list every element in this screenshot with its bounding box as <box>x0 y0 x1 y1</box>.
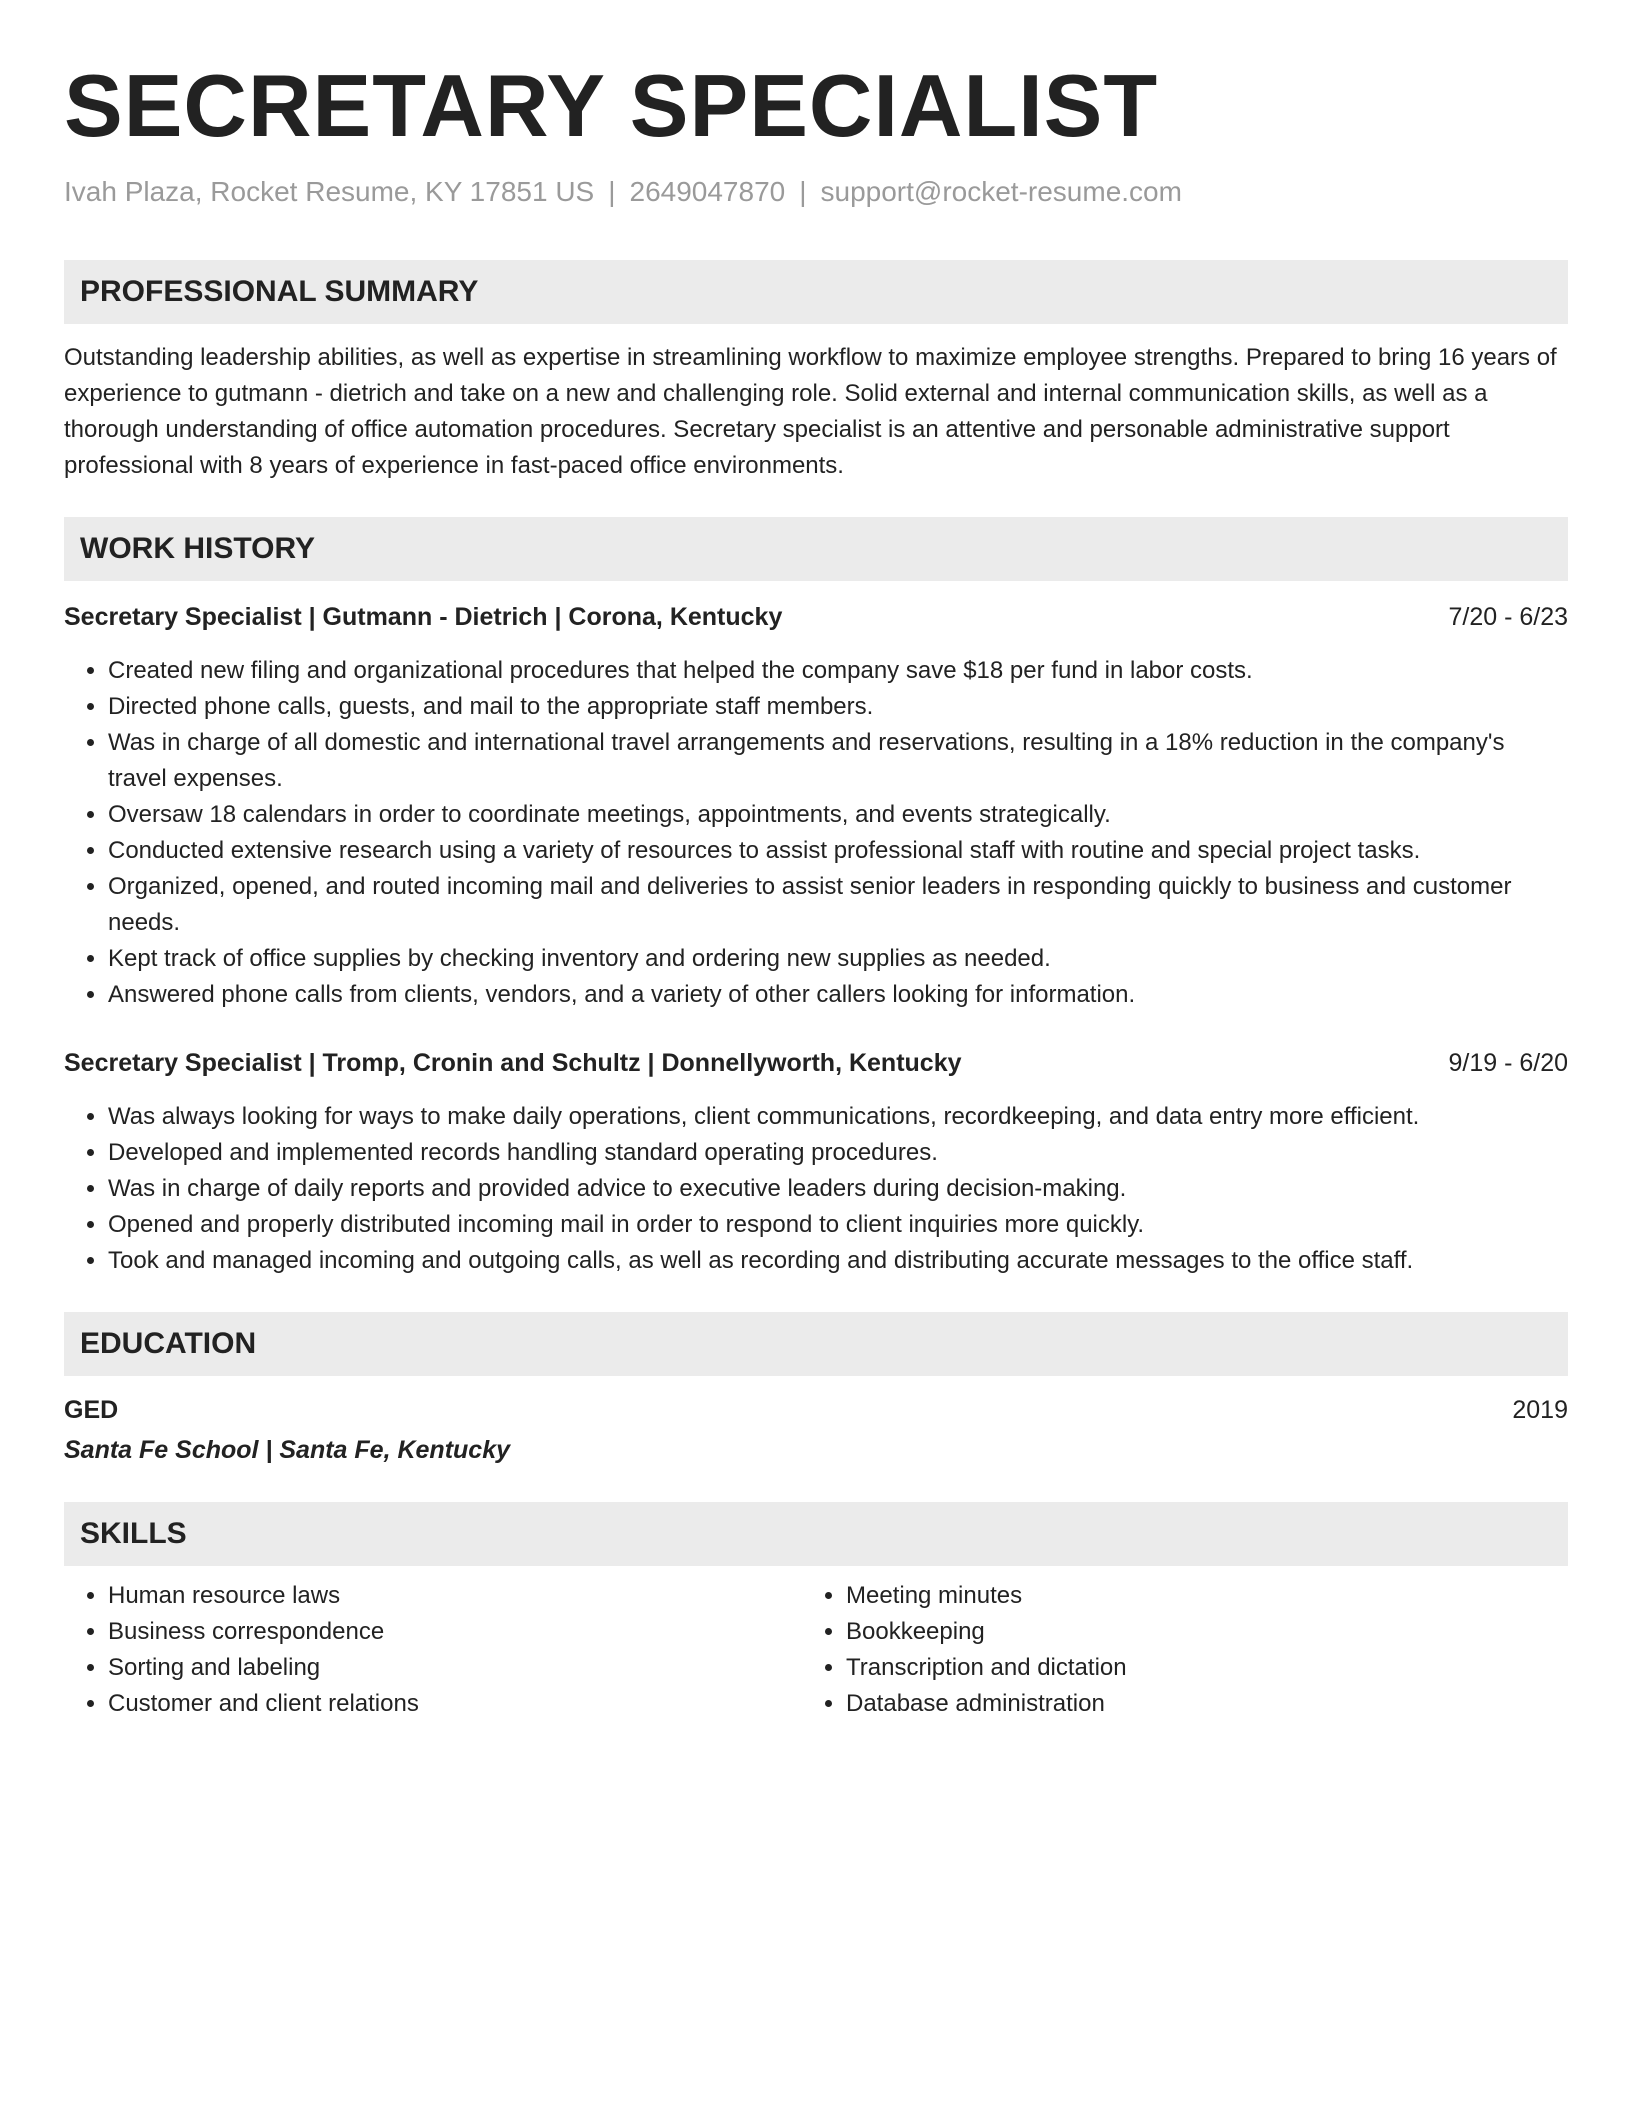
job-bullet: • Organized, opened, and routed incoming mail and deliveries to assist senior leaders in responding quickly to business and customer needs. <box>108 869 1568 941</box>
education-entry <box>64 1392 1568 1428</box>
job-dates: 7/20 - 6/23 <box>1448 603 1568 631</box>
skill-item: • Database administration <box>846 1686 1540 1722</box>
job-bullet: • Directed phone calls, guests, and mail to the appropriate staff members. <box>108 689 1568 725</box>
job-bullet: • Was always looking for ways to make daily operations, client communications, recordkeeping, and data entry more efficient. <box>108 1099 1568 1135</box>
job-header <box>64 1045 1568 1081</box>
contact-separator: | <box>799 176 807 207</box>
contact-phone: 2649047870 <box>629 176 786 207</box>
contact-email: support@rocket-resume.com <box>820 176 1182 207</box>
job-header <box>64 599 1568 635</box>
job-entry <box>64 1045 1568 1279</box>
skill-item: • Sorting and labeling <box>108 1650 802 1686</box>
contact-address: Ivah Plaza, Rocket Resume, KY 17851 US <box>64 176 595 207</box>
job-bullets <box>64 653 1568 1013</box>
contact-line <box>64 174 1568 210</box>
summary-heading: PROFESSIONAL SUMMARY <box>64 260 1568 324</box>
job-bullet: • Answered phone calls from clients, vendors, and a variety of other callers looking for information. <box>108 977 1568 1013</box>
job-entry <box>64 599 1568 1013</box>
education-school: Santa Fe School | Santa Fe, Kentucky <box>64 1436 510 1464</box>
job-dates: 9/19 - 6/20 <box>1448 1049 1568 1077</box>
job-bullets <box>64 1099 1568 1279</box>
job-bullet: • Was in charge of all domestic and international travel arrangements and reservations, resulting in a 18% reduction in the company's travel expenses. <box>108 725 1568 797</box>
job-title: Secretary Specialist | Gutmann - Dietrich | Corona, Kentucky <box>64 603 783 631</box>
skills-list-left <box>64 1578 802 1722</box>
summary-text: Outstanding leadership abilities, as well as expertise in streamlining workflow to maximize employee strengths. Prepared to bring 16 years of experience to gutmann - dietrich and take on a new and challenging role. Solid external and internal communication skills, as well as a thorough understanding of office automation procedures. Secretary specialist is an attentive and personable administrative support professional with 8 years of experience in fast-paced office environments. <box>64 344 1557 479</box>
education-year: 2019 <box>1512 1396 1568 1424</box>
skill-item: • Customer and client relations <box>108 1686 802 1722</box>
job-bullet: • Was in charge of daily reports and provided advice to executive leaders during decision-making. <box>108 1171 1568 1207</box>
skills-columns <box>64 1578 1568 1722</box>
job-bullet: • Opened and properly distributed incoming mail in order to respond to client inquiries more quickly. <box>108 1207 1568 1243</box>
job-bullet: • Developed and implemented records handling standard operating procedures. <box>108 1135 1568 1171</box>
job-bullet: • Oversaw 18 calendars in order to coordinate meetings, appointments, and events strategically. <box>108 797 1568 833</box>
education-degree: GED <box>64 1396 119 1424</box>
skill-item: • Human resource laws <box>108 1578 802 1614</box>
job-bullet: • Created new filing and organizational procedures that helped the company save $18 per fund in labor costs. <box>108 653 1568 689</box>
job-bullet: • Kept track of office supplies by checking inventory and ordering new supplies as needed. <box>108 941 1568 977</box>
job-title: Secretary Specialist | Tromp, Cronin and Schultz | Donnellyworth, Kentucky <box>64 1049 962 1077</box>
skill-item: • Meeting minutes <box>846 1578 1540 1614</box>
job-bullet: • Conducted extensive research using a variety of resources to assist professional staff with routine and special project tasks. <box>108 833 1568 869</box>
skill-item: • Transcription and dictation <box>846 1650 1540 1686</box>
education-heading: EDUCATION <box>64 1312 1568 1376</box>
skills-heading: SKILLS <box>64 1502 1568 1566</box>
job-bullet: • Took and managed incoming and outgoing calls, as well as recording and distributing accurate messages to the office staff. <box>108 1243 1568 1279</box>
skill-item: • Business correspondence <box>108 1614 802 1650</box>
skills-list-right <box>802 1578 1540 1722</box>
skill-item: • Bookkeeping <box>846 1614 1540 1650</box>
contact-separator: | <box>608 176 616 207</box>
work-history-heading: WORK HISTORY <box>64 517 1568 581</box>
candidate-name: SECRETARY SPECIALIST <box>64 56 1159 155</box>
